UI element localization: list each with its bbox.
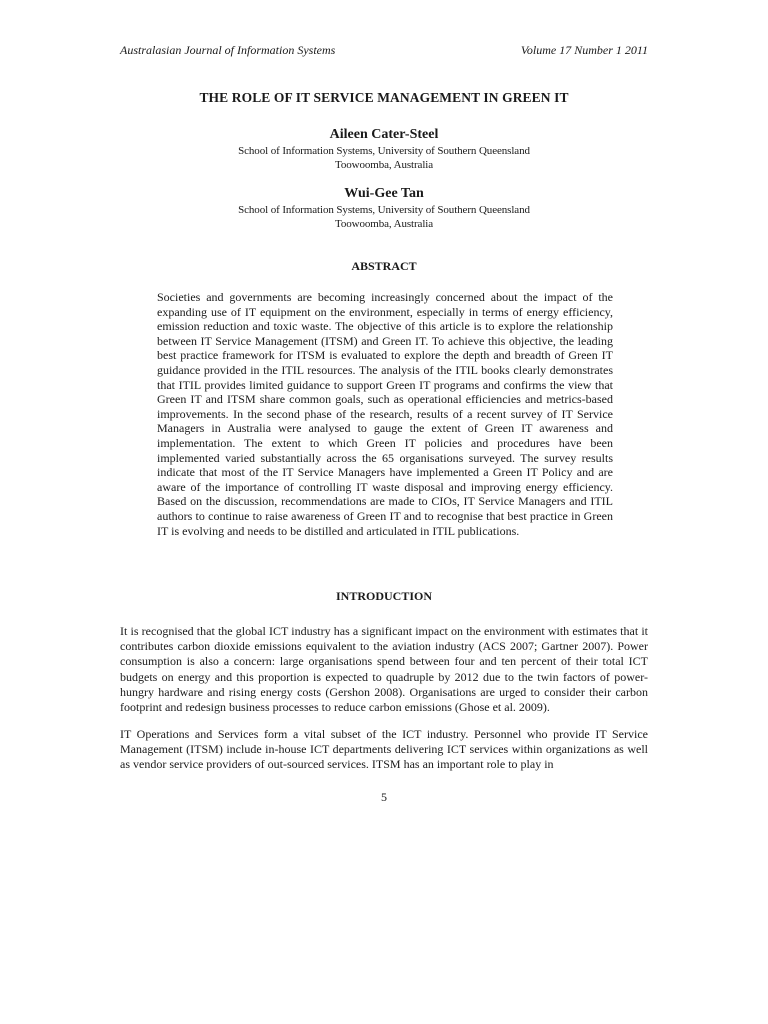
page-number: 5 xyxy=(381,790,387,804)
author-block xyxy=(0,185,768,231)
author-affiliation: School of Information Systems, University of Southern Queensland xyxy=(238,204,530,216)
author-affiliation: School of Information Systems, University of Southern Queensland xyxy=(238,145,530,157)
introduction-heading: INTRODUCTION xyxy=(335,589,432,603)
author-location: Toowoomba, Australia xyxy=(334,218,434,230)
author-name: Wui-Gee Tan xyxy=(344,186,424,201)
volume-info: Volume 17 Number 1 2011 xyxy=(520,43,648,57)
abstract-heading: ABSTRACT xyxy=(351,259,417,273)
introduction-paragraph: It is recognised that the global ICT industry has a significant impact on the environment with estimates that it contributes carbon dioxide emissions equivalent to the aviation industry (ACS 2007; Gartner 2007). Power consumption is also a concern: large organisations spend between four and ten percent of their total ICT budgets on energy and this proportion is expected to quadruple by 2012 due to the twin factors of power-hungry hardware and rising energy costs (Gershon 2008). Organisations are urged to consider their carbon footprint and redesign business processes to reduce carbon emissions (Ghose et al. 2009). xyxy=(120,624,648,715)
journal-name: Australasian Journal of Information Systems xyxy=(120,43,336,57)
author-location: Toowoomba, Australia xyxy=(334,159,434,171)
running-header xyxy=(120,43,648,58)
author-block xyxy=(0,126,768,172)
abstract-text: Societies and governments are becoming increasingly concerned about the impact of the expanding use of IT equipment on the environment, especially in terms of energy efficiency, emission reduction and toxic waste. The objective of this article is to explore the relationship between IT Service Management (ITSM) and Green IT. To achieve this objective, the leading best practice framework for ITSM is evaluated to explore the depth and breadth of Green IT guidance provided in the ITIL resources. The analysis of the ITIL books clearly demonstrates that ITIL provides limited guidance to support Green IT programs and confirms the view that Green IT and ITSM share common goals, such as operational efficiencies and metrics-based improvements. In the second phase of the research, results of a recent survey of IT Service Managers in Australia were analysed to gauge the extent of Green IT awareness and implementation. The extent to which Green IT policies and procedures have been implemented varied substantially across the 65 organisations surveyed. The survey results indicate that most of the IT Service Managers have implemented a Green IT Policy and are aware of the importance of controlling IT waste disposal and improving energy efficiency. Based on the discussion, recommendations are made to CIOs, IT Service Managers and ITIL authors to continue to raise awareness of Green IT and to recognise that best practice in Green IT is evolving and needs to be distilled and articulated in ITIL publications. xyxy=(157,290,613,538)
author-name: Aileen Cater-Steel xyxy=(329,127,439,142)
paper-title: THE ROLE OF IT SERVICE MANAGEMENT IN GREEN IT xyxy=(199,90,569,105)
introduction-paragraph: IT Operations and Services form a vital subset of the ICT industry. Personnel who provide IT Service Management (ITSM) include in-house ICT departments delivering ICT services within organizations as well as vendor service providers of out-sourced services. ITSM has an important role to play in xyxy=(120,727,648,772)
